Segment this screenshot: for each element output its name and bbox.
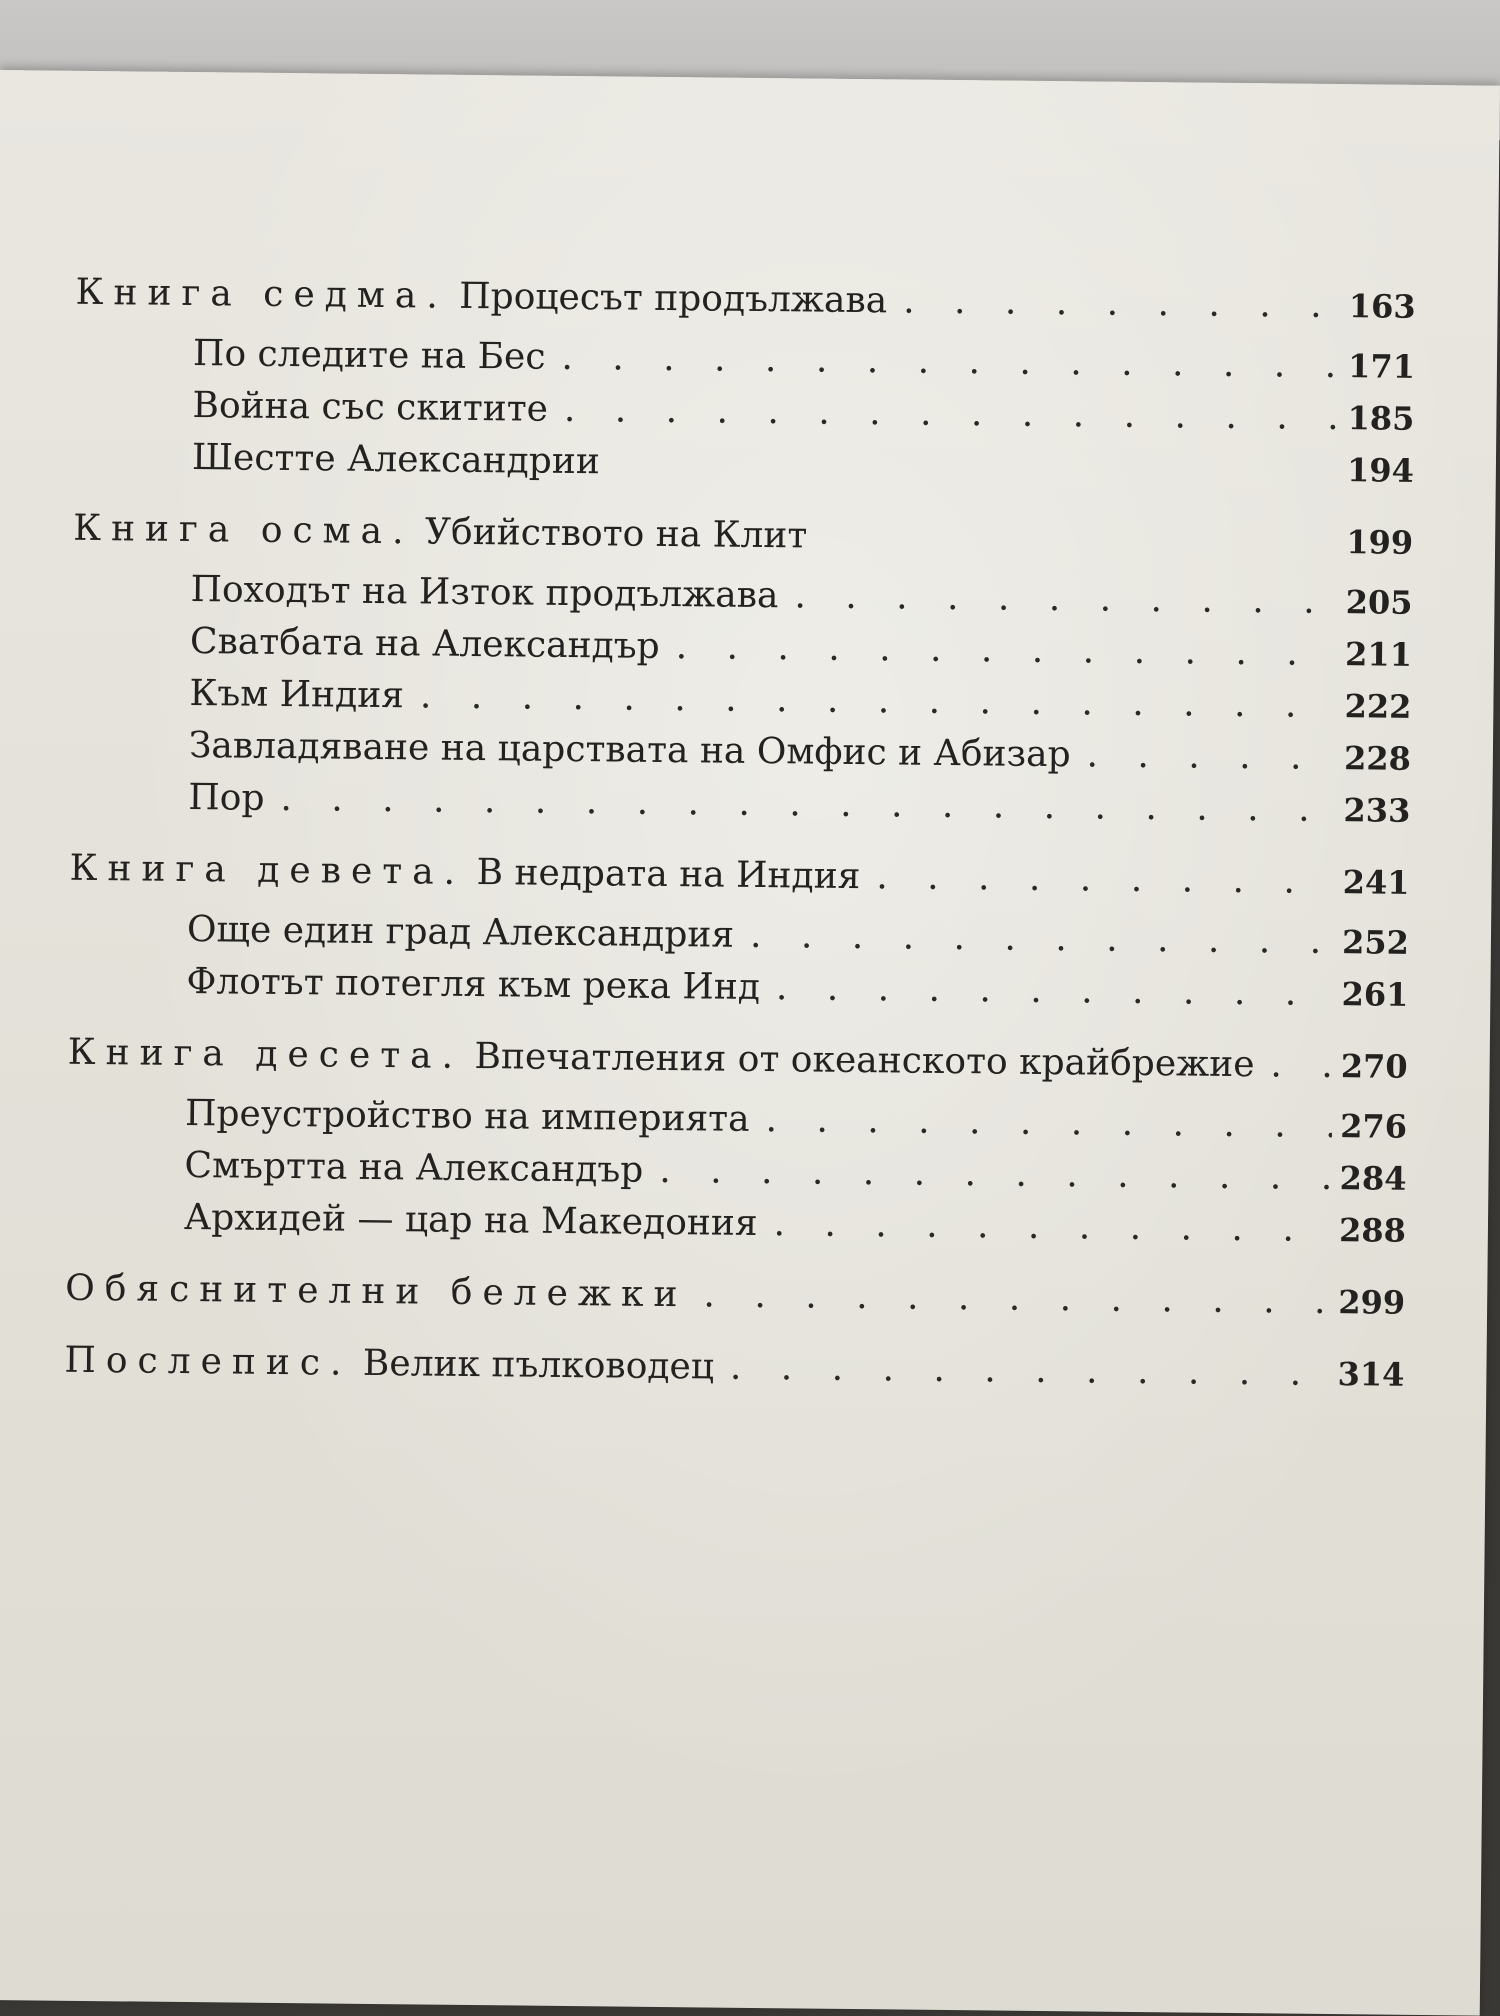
chapter-title: Шестте Александрии — [191, 437, 601, 483]
chapter-title: Преустройство на империята — [184, 1092, 750, 1140]
chapter-title: Завладяване на царствата на Омфис и Абизар — [188, 725, 1071, 776]
chapter-title: Смъртта на Александър — [184, 1144, 644, 1191]
book-label: Книга осма. — [72, 507, 414, 553]
page-number: 163 — [1348, 287, 1416, 326]
book-label: Книга десета. — [67, 1031, 464, 1077]
book-title: Убийството на Клит — [424, 511, 808, 557]
chapter-title: Походът на Изток продължава — [190, 569, 779, 617]
dot-leader — [1070, 729, 1336, 784]
dot-leader — [264, 773, 1336, 836]
page-number: 299 — [1338, 1283, 1406, 1322]
table-of-contents — [64, 267, 1416, 1401]
toc-entry-book — [65, 1263, 1405, 1329]
page-number: 241 — [1342, 863, 1410, 902]
book-page — [0, 70, 1500, 2016]
dot-leader — [714, 1342, 1330, 1400]
dot-leader — [548, 384, 1340, 444]
chapter-title: Война със скитите — [192, 385, 549, 430]
book-label: Обяснителни бележки — [65, 1267, 688, 1316]
toc-entry-book — [64, 1335, 1404, 1401]
dot-leader — [687, 1269, 1330, 1328]
page-number: 205 — [1345, 583, 1413, 622]
book-title: Процесът продължава — [459, 275, 888, 322]
page-number: 199 — [1346, 523, 1414, 562]
chapter-title: Още един град Александрия — [186, 909, 735, 956]
chapter-title: Флотът потегля към река Инд — [186, 961, 761, 1009]
dot-leader — [749, 1094, 1332, 1152]
page-number: 276 — [1340, 1107, 1408, 1146]
page-number: 194 — [1346, 451, 1415, 490]
dot-leader — [1254, 1039, 1333, 1092]
page-number: 171 — [1347, 347, 1416, 386]
chapter-title: Сватбата на Александър — [189, 621, 660, 667]
book-title: Впечатления от океанското крайбрежие — [474, 1036, 1255, 1086]
page-number: 261 — [1341, 975, 1409, 1014]
book-title: Велик пълководец — [362, 1342, 715, 1388]
page-number: 185 — [1347, 399, 1415, 438]
page-number: 270 — [1340, 1047, 1408, 1086]
dot-leader — [760, 962, 1334, 1020]
page-number: 288 — [1338, 1211, 1407, 1250]
dot-leader — [643, 1145, 1332, 1204]
chapter-title: Към Индия — [189, 673, 405, 717]
dot-leader — [659, 621, 1337, 680]
dot-leader — [734, 910, 1335, 968]
page-number: 284 — [1339, 1159, 1407, 1198]
book-label: Книга седма. — [75, 271, 449, 317]
page-number: 222 — [1344, 687, 1412, 726]
book-label: Книга девета. — [69, 847, 466, 893]
chapter-title: Пор — [188, 777, 265, 819]
dot-leader — [545, 332, 1340, 392]
dot-leader — [778, 570, 1338, 628]
dot-leader — [757, 1198, 1331, 1256]
chapter-title: Архидей — цар на Македония — [183, 1196, 758, 1244]
book-title: В недрата на Индия — [476, 852, 861, 898]
page-number: 228 — [1343, 739, 1412, 778]
page-number: 252 — [1341, 923, 1410, 962]
page-number: 233 — [1343, 791, 1411, 830]
dot-leader — [860, 851, 1335, 908]
page-number: 211 — [1344, 635, 1413, 674]
book-label: Послепис. — [64, 1339, 352, 1384]
dot-leader — [887, 275, 1341, 332]
page-number: 314 — [1337, 1355, 1405, 1394]
chapter-title: По следите на Бес — [192, 333, 546, 378]
